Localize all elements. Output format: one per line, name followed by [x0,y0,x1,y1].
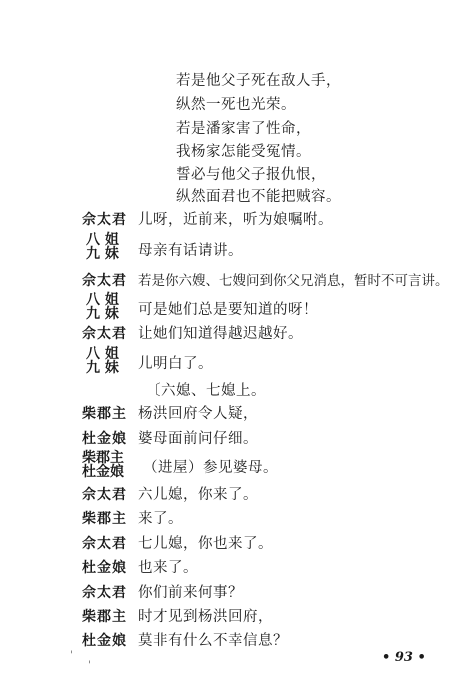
speaker-name: 八 姐 九 妹 [86,232,119,262]
verse-line: 纵然面君也不能把贼容。 [176,189,341,205]
speaker-name: 佘太君 [82,326,127,342]
dialogue-text: 若是你六嫂、七嫂问到你父兄消息，暂时不可言讲。 [138,273,449,289]
verse-line: 我杨家怎能受冤情。 [176,144,311,160]
speaker-name: 柴郡主 [82,406,127,422]
verse-line: 若是潘家害了性命， [176,121,311,137]
speaker-name: 佘太君 [82,212,127,228]
speaker-name: 杜金娘 [82,560,127,576]
verse-line: 若是他父子死在敌人手， [176,73,341,89]
speaker-name: 杜金娘 [82,431,127,447]
speaker-name: 柴郡主 杜金娘 [82,450,124,480]
dialogue-text: 七儿媳，你也来了。 [138,536,273,552]
speaker-name: 杜金娘 [82,633,127,649]
speaker-name: 八 姐 九 妹 [86,346,119,376]
dialogue-text: 来了。 [138,511,183,527]
speaker-name: 八 姐 九 妹 [86,292,119,322]
speaker-name: 佘太君 [82,487,127,503]
dialogue-text: 母亲有话请讲。 [138,243,243,259]
speaker-name: 佘太君 [82,273,127,289]
dialogue-text: 莫非有什么不幸信息？ [138,633,288,649]
dialogue-text: 你们前来何事？ [138,585,243,601]
dialogue-text: 时才见到杨洪回府， [138,609,273,625]
dialogue-text: 儿呀，近前来，听为娘嘱咐。 [138,212,333,228]
dialogue-text: 也来了。 [138,560,198,576]
speaker-name: 佘太君 [82,536,127,552]
margin-mark: ' [88,660,91,671]
verse-line: 纵然一死也光荣。 [176,97,296,113]
margin-mark: ' [70,650,73,661]
dialogue-text: 可是她们总是要知道的呀！ [138,302,318,318]
dialogue-text: 杨洪回府令人疑， [138,406,258,422]
verse-line: 誓必与他父子报仇恨， [176,167,326,183]
speaker-name: 柴郡主 [82,511,127,527]
speaker-name: 柴郡主 [82,609,127,625]
stage-direction: 〔六媳、七媳上。 [146,383,266,399]
speaker-name: 佘太君 [82,585,127,601]
dialogue-text: 让她们知道得越迟越好。 [138,326,303,342]
dialogue-text: （进屋）参见婆母。 [143,460,278,476]
dialogue-text: 六儿媳，你来了。 [138,487,258,503]
page-number: • 93 • [382,650,426,665]
dialogue-text: 婆母面前问仔细。 [138,431,258,447]
dialogue-text: 儿明白了。 [138,356,213,372]
